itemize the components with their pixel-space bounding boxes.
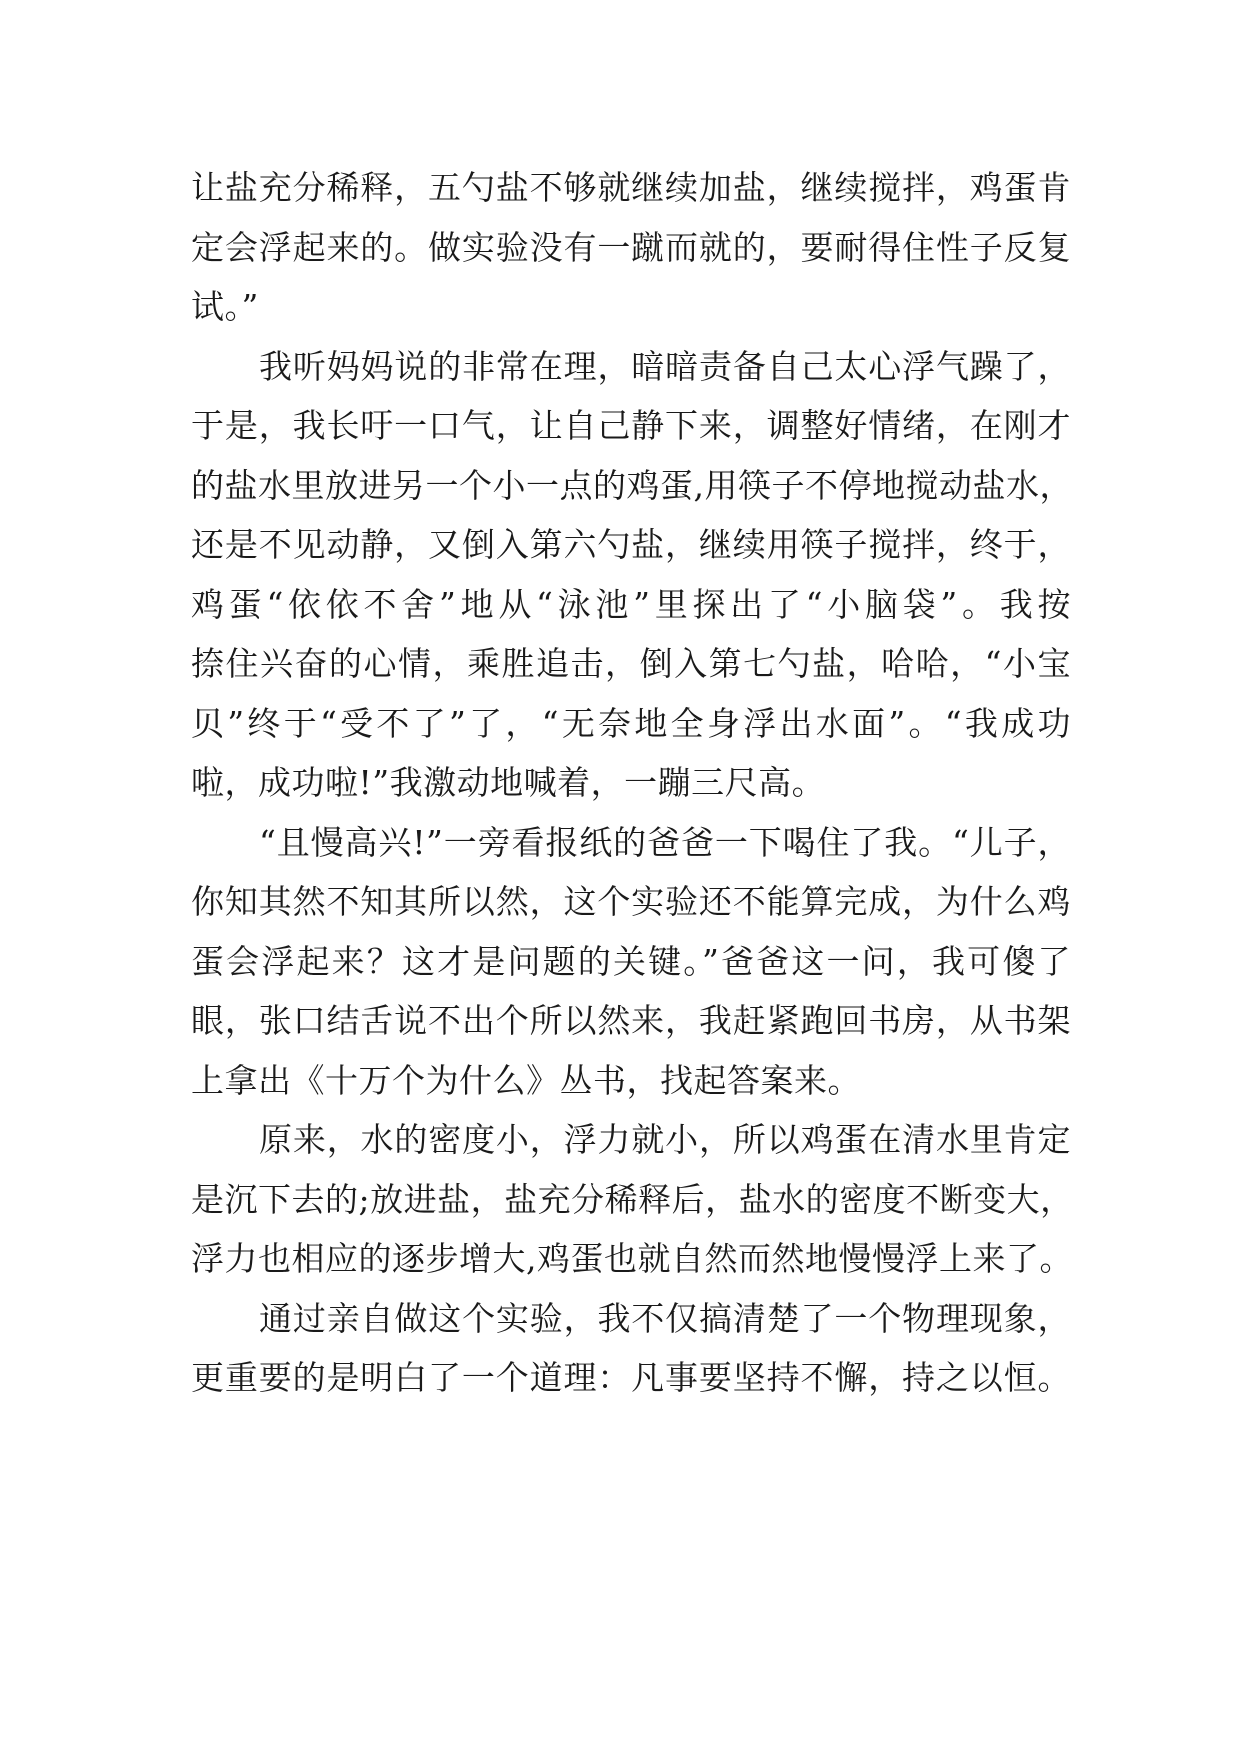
text-line: 鸡蛋“依依不舍”地从“泳池”里探出了“小脑袋”。我按 — [191, 584, 1071, 624]
text-line: 让盐充分稀释，五勺盐不够就继续加盐，继续搅拌，鸡蛋肯 — [191, 168, 1071, 207]
document-body — [191, 158, 1074, 1408]
text-line: 定会浮起来的。做实验没有一蹴而就的，要耐得住性子反复 — [191, 227, 1071, 267]
text-line: 捺住兴奋的心情，乘胜追击，倒入第七勺盐，哈哈，“小宝 — [191, 644, 1071, 683]
text-line: 于是，我长吁一口气，让自己静下来，调整好情绪，在刚才 — [191, 406, 1071, 445]
text-line: 更重要的是明白了一个道理：凡事要坚持不懈，持之以恒。 — [191, 1358, 1071, 1397]
text-line: 原来，水的密度小，浮力就小，所以鸡蛋在清水里肯定 — [259, 1120, 1071, 1159]
text-line: 眼，张口结舌说不出个所以然来，我赶紧跑回书房，从书架 — [191, 1001, 1071, 1040]
paragraph — [191, 813, 1071, 1111]
text-line: 贝”终于“受不了”了，“无奈地全身浮出水面”。“我成功 — [191, 703, 1071, 743]
text-line: 的盐水里放进另一个小一点的鸡蛋,用筷子不停地搅动盐水， — [191, 465, 1073, 505]
text-line: 是沉下去的;放进盐，盐充分稀释后，盐水的密度不断变大， — [191, 1179, 1074, 1219]
text-line: 浮力也相应的逐步增大,鸡蛋也就自然而然地慢慢浮上来了。 — [191, 1239, 1073, 1278]
text-line: 你知其然不知其所以然，这个实验还不能算完成，为什么鸡 — [191, 882, 1071, 921]
text-line: “且慢高兴!”一旁看报纸的爸爸一下喝住了我。“儿子， — [259, 822, 1071, 862]
paragraph — [191, 1289, 1071, 1408]
text-line: 啦，成功啦!”我激动地喊着，一蹦三尺高。 — [191, 763, 826, 802]
paragraph — [191, 1110, 1074, 1289]
text-line: 我听妈妈说的非常在理，暗暗责备自己太心浮气躁了， — [259, 346, 1071, 386]
text-line: 通过亲自做这个实验，我不仅搞清楚了一个物理现象， — [259, 1298, 1071, 1338]
text-line: 上拿出《十万个为什么》丛书，找起答案来。 — [191, 1060, 861, 1100]
text-line: 试。” — [191, 287, 259, 326]
paragraph — [191, 337, 1071, 813]
text-line: 还是不见动静，又倒入第六勺盐，继续用筷子搅拌，终于， — [191, 525, 1071, 564]
paragraph — [191, 158, 1071, 337]
text-line: 蛋会浮起来？这才是问题的关键。”爸爸这一问，我可傻了 — [191, 941, 1071, 981]
